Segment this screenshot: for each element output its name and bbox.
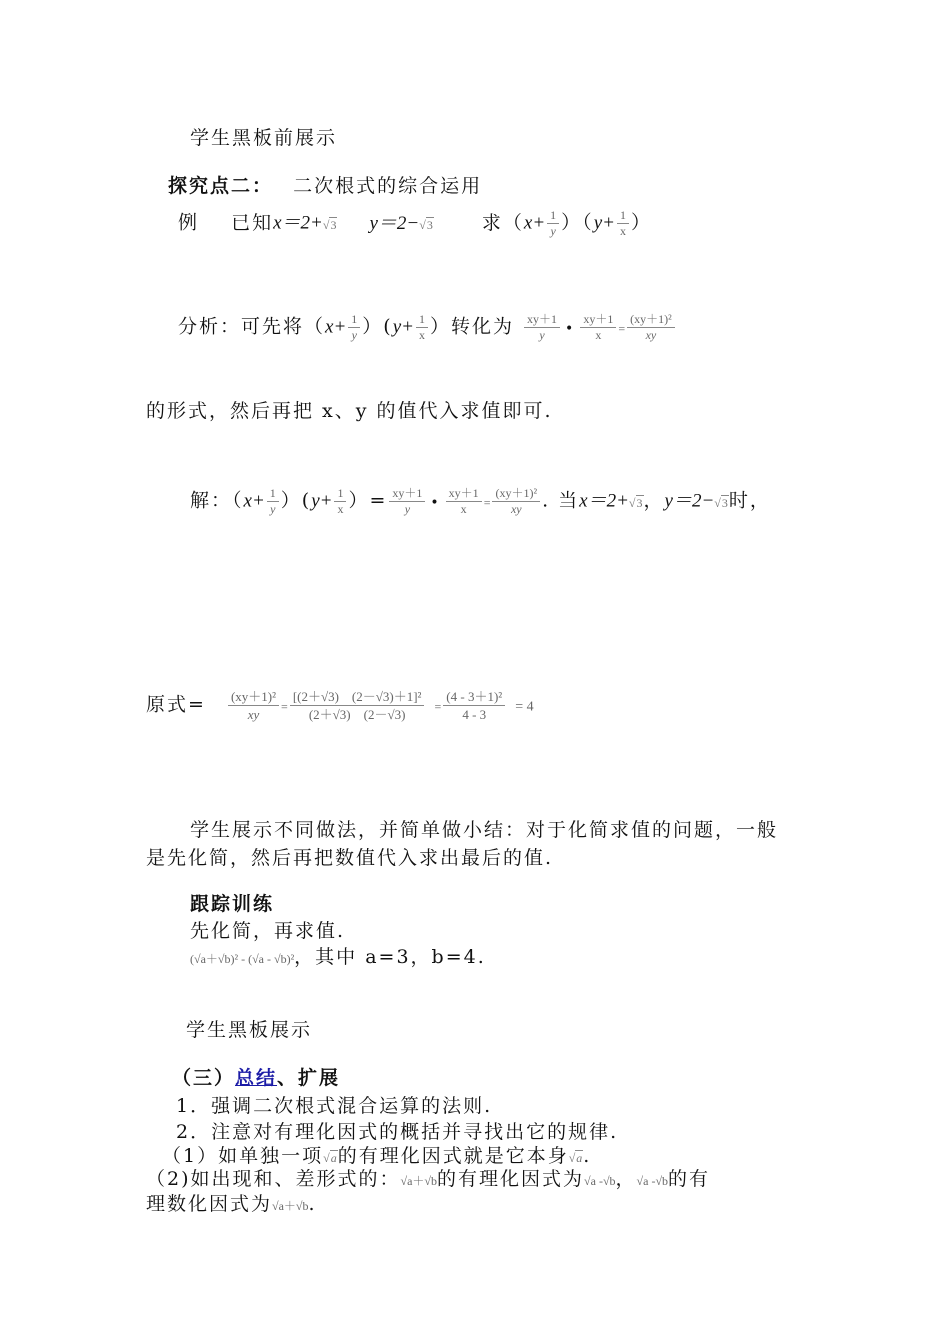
x-equation: x＝2+ — [273, 212, 323, 234]
suffix: 、扩展 — [277, 1067, 341, 1089]
solution-y-eq: y＝2− — [664, 490, 715, 512]
solution-line — [190, 486, 771, 517]
text: 的有 — [668, 1168, 711, 1190]
text: 的有理化因式就是它本身 — [337, 1145, 569, 1167]
item-2 — [176, 1120, 618, 1144]
sqrt-a: √a — [323, 1151, 337, 1165]
analysis-frac-d: $\frac{xy+1}{x}$ — [580, 312, 616, 343]
text: ， — [615, 1168, 637, 1190]
sqrt-3-y: √3 — [419, 217, 433, 232]
equals: = — [434, 699, 442, 714]
analysis-to: ）转化为 — [429, 315, 514, 338]
tracking-expression — [190, 945, 486, 971]
expression: √a＋√b — [272, 1199, 309, 1213]
expression: √a -√b — [636, 1174, 669, 1188]
analysis-paren: ）( — [362, 315, 393, 338]
sqrt-3: √3 — [628, 495, 643, 510]
solution-paren: ）( — [280, 489, 312, 512]
solution-frac-e: $\frac{\text{(xy＋1)²}}{xy}$ — [492, 486, 540, 517]
sqrt-3: √3 — [714, 495, 728, 510]
item-1 — [176, 1094, 492, 1118]
text: 学生黑板前展示 — [190, 127, 338, 149]
expression: (√a＋√b)² - (√a - √b)² — [190, 952, 295, 966]
solution-frac-d: $\frac{xy+1}{x}$ — [446, 486, 482, 517]
original-expression-line — [146, 688, 534, 723]
expression: √a -√b — [584, 1174, 616, 1188]
tracking-title — [190, 892, 274, 916]
text: （2)如出现和、差形式的： — [146, 1168, 401, 1190]
y-equation: y＝2− — [369, 212, 420, 234]
solution-label: 解：（ — [190, 489, 244, 512]
solution-frac-c: $\frac{xy+1}{y}$ — [389, 486, 425, 517]
solution-when: . 当 — [542, 489, 580, 512]
expression: √a＋√b — [400, 1174, 438, 1188]
analysis-line — [178, 312, 677, 343]
example-label: 例 — [178, 211, 200, 234]
ask-y: y+ — [593, 212, 615, 234]
text: 先化简，再求值. — [190, 920, 346, 942]
solution-frac-a: $\frac{1}{y}$ — [267, 486, 279, 517]
summary-line-1 — [190, 818, 778, 842]
summary-link[interactable]: 总结 — [235, 1067, 278, 1089]
text: . — [583, 1145, 592, 1167]
analysis-y: y+ — [392, 316, 414, 338]
sqrt-a: √a — [568, 1151, 583, 1165]
equals: = — [281, 699, 288, 714]
text: 理数化因式为 — [146, 1193, 273, 1215]
paragraph-form — [146, 399, 553, 423]
equals: = — [618, 321, 626, 336]
fraction-1-over-x: $\frac{1}{x}$ — [617, 208, 629, 239]
text: （1）如单独一项 — [162, 1145, 324, 1167]
comma: ， — [643, 489, 665, 512]
text: 学生黑板展示 — [186, 1019, 313, 1041]
bullet: • — [430, 494, 441, 511]
analysis-label: 分析：可先将（ — [178, 315, 326, 338]
original-frac-3: $\frac{\text{(4 - 3＋1)²}}{4 - 3}$ — [443, 688, 505, 723]
text: 学生展示不同做法，并简单做小结：对于化简求值的问题，一般 — [190, 819, 779, 841]
original-result: = 4 — [515, 699, 534, 715]
known-label: 已知 — [231, 211, 274, 234]
analysis-frac-c: $\frac{xy+1}{y}$ — [524, 312, 560, 343]
analysis-frac-b: $\frac{1}{x}$ — [416, 312, 428, 343]
heading-text: 二次根式的综合运用 — [293, 175, 483, 197]
text: 的有理化因式为 — [437, 1168, 585, 1190]
paragraph-board — [186, 1018, 312, 1042]
text: 2．注意对有理化因式的概括并寻找出它的规律. — [176, 1121, 619, 1143]
summary-line-2 — [146, 846, 553, 870]
text: . — [308, 1193, 317, 1215]
fraction-1-over-y: $\frac{1}{y}$ — [547, 208, 559, 239]
prefix: （三） — [172, 1067, 236, 1089]
solution-frac-b: $\frac{1}{x}$ — [334, 486, 346, 517]
equals: = — [483, 495, 491, 510]
original-frac-2: $\frac{\text{[(2＋√3) (2－√3)＋1]²}}{(2+√3) (2-√3)}$ — [290, 688, 425, 723]
analysis-x: x+ — [325, 316, 347, 338]
tail: ，其中 a=3，b=4. — [294, 946, 486, 968]
text: 1．强调二次根式混合运算的法则. — [176, 1095, 493, 1117]
bullet: • — [565, 320, 576, 337]
item-5 — [146, 1192, 317, 1218]
analysis-frac-a: $\frac{1}{y}$ — [348, 312, 360, 343]
solution-close: ）= — [348, 489, 388, 512]
ask-x: x+ — [523, 212, 546, 234]
text: 的形式，然后再把 x、y 的值代入求值即可. — [146, 400, 553, 422]
text: 是先化简，然后再把数值代入求出最后的值. — [146, 847, 554, 869]
solution-x: x+ — [243, 490, 265, 512]
section-3-heading — [172, 1066, 340, 1090]
analysis-frac-e: $\frac{\text{(xy＋1)²}}{xy}$ — [627, 312, 675, 343]
solution-y: y+ — [311, 490, 333, 512]
ask-end: ） — [630, 211, 652, 234]
original-frac-1: $\frac{\text{(xy＋1)²}}{xy}$ — [228, 688, 279, 723]
solution-x-eq: x＝2+ — [579, 490, 629, 512]
paragraph-board-show — [190, 126, 337, 150]
ask-label: 求（ — [481, 211, 524, 234]
tracking-text — [190, 919, 345, 943]
example-line — [178, 208, 652, 239]
item-4 — [146, 1167, 710, 1193]
section-heading-explore-2 — [168, 174, 482, 198]
original-label: 原式= — [146, 693, 206, 716]
heading-label: 探究点二： — [168, 175, 274, 197]
ask-mid: ）（ — [561, 211, 594, 234]
sqrt-3-x: √3 — [322, 217, 337, 232]
solution-end: 时， — [728, 489, 771, 512]
text: 跟踪训练 — [190, 893, 275, 915]
